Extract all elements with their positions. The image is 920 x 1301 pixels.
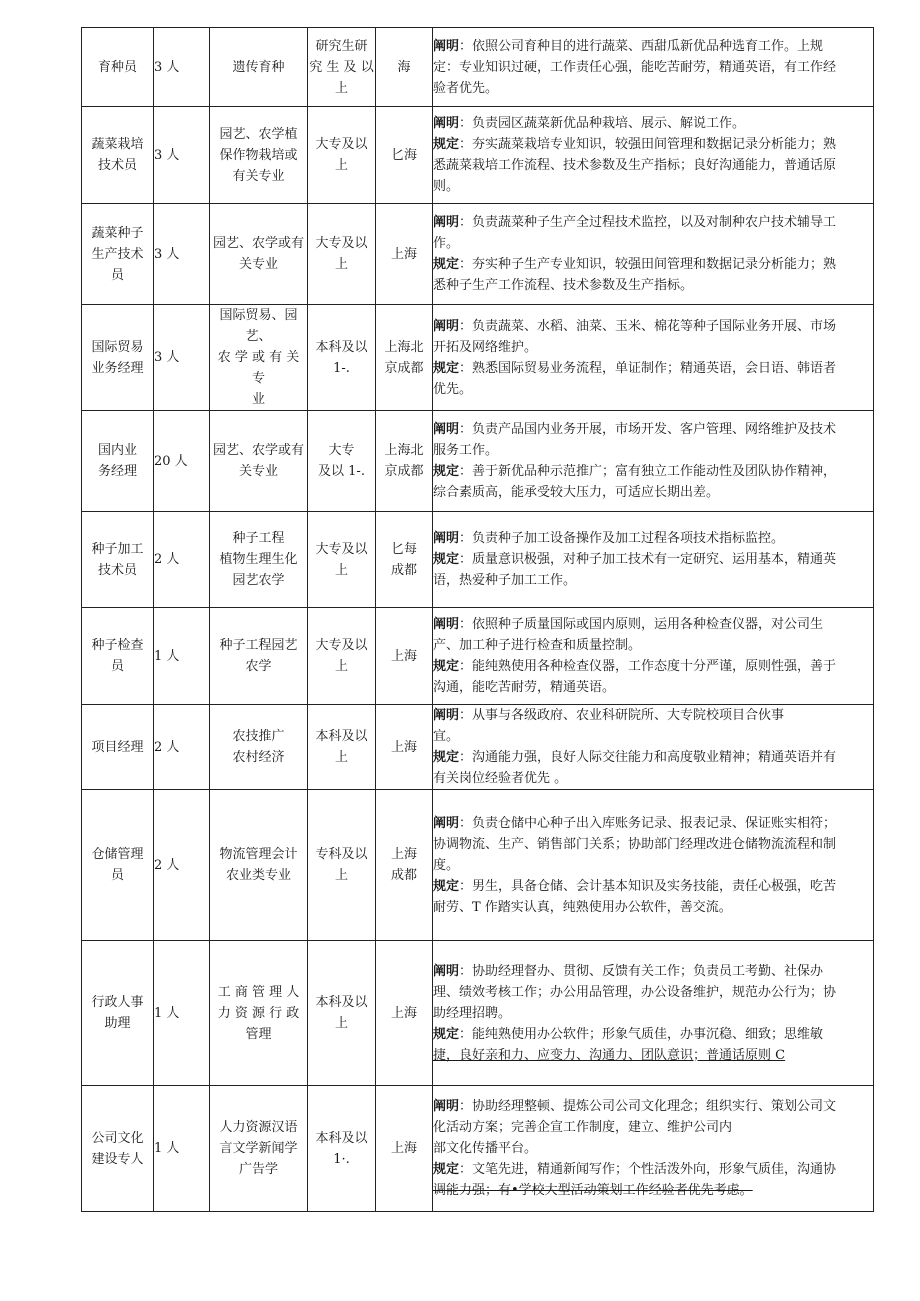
cell-line: 生产技术 xyxy=(91,246,144,262)
cell-line: 种子检查 xyxy=(91,638,144,653)
cell-line: 上 xyxy=(334,562,348,578)
cell-line: 务经理 xyxy=(97,464,137,479)
cell-line: 公司文化 xyxy=(91,1130,144,1146)
cell-line: 育种员 xyxy=(97,59,137,75)
location-cell xyxy=(376,512,433,608)
headcount-cell: 2 人 xyxy=(154,790,210,941)
cell-line: 究 生 及 以 xyxy=(309,59,374,75)
description-line: 部文化传播平台。 xyxy=(433,1141,538,1156)
cell-line: 上 xyxy=(334,1016,348,1031)
headcount-cell: 1 人 xyxy=(154,941,210,1086)
table-row xyxy=(82,608,874,705)
cell-line: 京成都 xyxy=(384,464,424,479)
cell-line: 工 商 管 理 人 xyxy=(217,984,300,1000)
cell-line: 大专及以 xyxy=(315,137,368,152)
cell-line: 上海 xyxy=(390,1005,417,1021)
cell-line: 海 xyxy=(397,59,411,75)
cell-line: 广告学 xyxy=(238,1162,278,1177)
description-line: 产、加工种子进行检查和质量控制。 xyxy=(433,638,642,653)
table-row xyxy=(82,28,874,107)
description-line: 优先。 xyxy=(433,381,473,397)
cell-line: 员 xyxy=(110,267,124,283)
education-cell xyxy=(308,512,376,608)
education-cell xyxy=(308,608,376,705)
major-cell xyxy=(210,305,308,411)
description-line: 规定：文笔先进，精通新闻写作；个性活泼外向，形象气质佳，沟通协 xyxy=(433,1162,837,1177)
description-line: 阐明：协助经理整顿、提炼公司公司文化理念；组织实行、策划公司文 xyxy=(433,1099,837,1114)
description-cell xyxy=(433,107,874,204)
cell-line: 保作物栽培或 xyxy=(219,147,298,163)
cell-line: 上 xyxy=(334,750,348,765)
description-line: 宜。 xyxy=(433,729,460,744)
position-cell xyxy=(82,204,154,305)
table-row xyxy=(82,1086,874,1212)
cell-line: 有关专业 xyxy=(232,168,285,184)
description-line: 悉种子生产工作流程、技术参数及生产指标。 xyxy=(433,278,694,293)
location-cell xyxy=(376,790,433,941)
cell-line: 及以 1-. xyxy=(318,464,365,479)
major-cell xyxy=(210,790,308,941)
description-line: 协调物流、生产、销售部门关系；协助部门经理改进仓储物流流程和制 xyxy=(433,836,837,852)
cell-line: 本科及以 xyxy=(315,339,368,355)
education-cell xyxy=(308,941,376,1086)
description-cell xyxy=(433,411,874,512)
table-row xyxy=(82,705,874,790)
description-line: 调能力强；有•学校大型活动策划工作经验者优先考虑。 xyxy=(433,1183,753,1198)
description-line: 定：专业知识过硬，工作责任心强，能吃苦耐劳，精通英语，有工作经 xyxy=(433,59,837,75)
education-cell xyxy=(308,28,376,107)
education-cell xyxy=(308,305,376,411)
description-cell xyxy=(433,608,874,705)
cell-line: 大专及以 xyxy=(315,541,368,557)
table-row xyxy=(82,941,874,1086)
cell-line: 上海 xyxy=(390,648,417,664)
cell-line: 上海北 xyxy=(384,339,424,355)
description-line: 规定：沟通能力强，良好人际交往能力和高度敬业精神；精通英语并有 xyxy=(433,750,837,765)
description-line: 理、绩效考核工作；办公用品管理，办公设备维护，规范办公行为；协 xyxy=(433,984,837,1000)
description-cell xyxy=(433,705,874,790)
description-cell xyxy=(433,941,874,1086)
description-line: 规定：善于新优品种示范推广；富有独立工作能动性及团队协作精神， xyxy=(433,464,837,479)
location-cell xyxy=(376,608,433,705)
cell-line: 物流管理会计 xyxy=(219,847,298,862)
table-row xyxy=(82,411,874,512)
major-cell xyxy=(210,512,308,608)
major-cell xyxy=(210,28,308,107)
table-row xyxy=(82,790,874,941)
description-line: 规定：男生，具备仓储、会计基本知识及实务技能，责任心极强，吃苦 xyxy=(433,878,837,894)
cell-line: 关专业 xyxy=(238,257,278,272)
description-line: 阐明：依照种子质量国际或国内原则，运用各种检查仪器，对公司生 xyxy=(433,617,824,632)
headcount-cell: 3 人 xyxy=(154,107,210,204)
cell-line: 大专及以 xyxy=(315,236,368,251)
table-body xyxy=(82,28,874,1212)
cell-line: 遗传育种 xyxy=(232,59,285,75)
major-cell xyxy=(210,705,308,790)
cell-line: 国际贸易 xyxy=(91,339,144,355)
cell-line: 蔬菜栽培 xyxy=(91,137,144,152)
cell-line: 专科及以 xyxy=(315,847,368,862)
description-line: 耐劳、T 作踏实认真，纯熟使用办公软件，善交流。 xyxy=(433,899,732,915)
cell-line: 上 xyxy=(334,659,348,674)
cell-line: 力 资 源 行 政 xyxy=(217,1005,300,1021)
description-line: 规定：能纯熟使用办公软件；形象气质佳，办事沉稳、细致；思维敏 xyxy=(433,1026,824,1042)
cell-line: 农业类专业 xyxy=(225,868,291,883)
cell-line: 技术员 xyxy=(97,562,137,578)
cell-line: 匕海 xyxy=(390,147,417,163)
cell-line: 上 xyxy=(334,868,348,883)
table-row xyxy=(82,204,874,305)
table-row xyxy=(82,512,874,608)
cell-line: 农 学 或 有 关 专 xyxy=(217,350,300,386)
cell-line: 技术员 xyxy=(97,158,137,173)
position-cell xyxy=(82,28,154,107)
position-cell xyxy=(82,790,154,941)
cell-line: 大专及以 xyxy=(315,638,368,653)
cell-line: 国际贸易、园艺、 xyxy=(219,308,298,344)
description-line: 阐明：负责种子加工设备操作及加工过程各项技术指标监控。 xyxy=(433,531,785,546)
cell-line: 上海北 xyxy=(384,443,424,458)
description-cell xyxy=(433,512,874,608)
cell-line: 业 xyxy=(251,392,265,407)
description-cell xyxy=(433,204,874,305)
description-line: 助经理招聘。 xyxy=(433,1005,512,1021)
headcount-cell: 2 人 xyxy=(154,512,210,608)
location-cell xyxy=(376,941,433,1086)
description-line: 阐明：协助经理督办、贯彻、反馈有关工作；负责员工考勤、社保办 xyxy=(433,963,824,979)
description-line: 规定：能纯熟使用各种检查仪器，工作态度十分严谨，原则性强，善于 xyxy=(433,659,837,674)
cell-line: 建设专人 xyxy=(91,1151,144,1167)
position-cell xyxy=(82,941,154,1086)
cell-line: 农技推广 xyxy=(232,729,285,744)
description-cell xyxy=(433,790,874,941)
cell-line: 园艺、农学或有 xyxy=(212,443,304,458)
cell-line: 农学 xyxy=(245,659,272,674)
cell-line: 行政人事 xyxy=(91,995,144,1010)
cell-line: 业务经理 xyxy=(91,360,144,376)
description-line: 开拓及网络维护。 xyxy=(433,339,538,355)
cell-line: 本科及以 xyxy=(315,995,368,1010)
location-cell xyxy=(376,1086,433,1212)
cell-line: 助理 xyxy=(104,1016,131,1031)
headcount-cell: 3 人 xyxy=(154,28,210,107)
description-line: 有关岗位经验者优先 。 xyxy=(433,771,568,786)
cell-line: 上 xyxy=(334,158,348,173)
education-cell xyxy=(308,1086,376,1212)
education-cell xyxy=(308,107,376,204)
cell-line: 匕每 xyxy=(390,541,417,557)
location-cell xyxy=(376,28,433,107)
cell-line: 本科及以 xyxy=(315,1130,368,1146)
cell-line: 种子工程 xyxy=(232,531,285,546)
description-line: 捷，良好亲和力、应变力、沟通力、团队意识；普通话原则 C xyxy=(433,1047,786,1063)
cell-line: 管理 xyxy=(245,1026,272,1042)
headcount-cell: 3 人 xyxy=(154,305,210,411)
description-line: 阐明：依照公司育种目的进行蔬菜、西甜瓜新优品种选育工作。上规 xyxy=(433,38,824,54)
position-cell xyxy=(82,411,154,512)
cell-line: 园艺、农学植 xyxy=(219,126,298,142)
description-line: 规定：夯实蔬菜栽培专业知识，较强田间管理和数据记录分析能力；熟 xyxy=(433,137,837,152)
description-line: 悉蔬菜栽培工作流程、技术参数及生产指标；良好沟通能力，普通话原 xyxy=(433,158,837,173)
cell-line: 本科及以 xyxy=(315,729,368,744)
description-cell xyxy=(433,28,874,107)
description-line: 阐明：负责仓储中心种子出入库账务记录、报表记录、保证账实相符； xyxy=(433,815,837,831)
cell-line: 上海 xyxy=(390,739,417,755)
major-cell xyxy=(210,608,308,705)
position-cell xyxy=(82,1086,154,1212)
position-cell xyxy=(82,608,154,705)
headcount-cell: 1 人 xyxy=(154,608,210,705)
table-row xyxy=(82,305,874,411)
location-cell xyxy=(376,107,433,204)
location-cell xyxy=(376,305,433,411)
description-line: 阐明：负责蔬菜、水稻、油菜、玉米、棉花等种子国际业务开展、市场 xyxy=(433,318,837,334)
description-line: 则。 xyxy=(433,179,460,194)
description-line: 阐明：从事与各级政府、农业科研院所、大专院校项目合伙事 xyxy=(433,708,785,723)
cell-line: 仓储管理 xyxy=(91,847,144,862)
cell-line: 园艺农学 xyxy=(232,573,285,588)
cell-line: 植物生理生化 xyxy=(219,552,298,567)
education-cell xyxy=(308,790,376,941)
description-line: 规定：熟悉国际贸易业务流程，单证制作；精通英语，会日语、韩语者 xyxy=(433,360,837,376)
cell-line: 上 xyxy=(334,257,348,272)
major-cell xyxy=(210,204,308,305)
cell-line: 关专业 xyxy=(238,464,278,479)
description-cell xyxy=(433,305,874,411)
major-cell xyxy=(210,107,308,204)
major-cell xyxy=(210,411,308,512)
cell-line: 项目经理 xyxy=(91,739,144,755)
description-line: 阐明：负责园区蔬菜新优品种栽培、展示、解说工作。 xyxy=(433,116,746,131)
description-line: 作。 xyxy=(433,236,460,251)
location-cell xyxy=(376,411,433,512)
headcount-cell: 20 人 xyxy=(154,411,210,512)
cell-line: 种子加工 xyxy=(91,541,144,557)
position-cell xyxy=(82,107,154,204)
location-cell xyxy=(376,705,433,790)
major-cell xyxy=(210,941,308,1086)
cell-line: 上海 xyxy=(390,1141,417,1156)
description-line: 规定：夯实种子生产专业知识，较强田间管理和数据记录分析能力；熟 xyxy=(433,257,837,272)
recruitment-table xyxy=(81,27,874,1212)
headcount-cell: 2 人 xyxy=(154,705,210,790)
cell-line: 人力资源汉语 xyxy=(219,1120,298,1135)
education-cell xyxy=(308,705,376,790)
position-cell xyxy=(82,512,154,608)
description-line: 度。 xyxy=(433,857,460,873)
table-row xyxy=(82,107,874,204)
education-cell xyxy=(308,204,376,305)
headcount-cell: 3 人 xyxy=(154,204,210,305)
cell-line: 大专 xyxy=(328,443,355,458)
description-line: 验者优先。 xyxy=(433,80,499,96)
cell-line: 员 xyxy=(110,659,124,674)
description-line: 综合素质高，能承受较大压力，可适应长期出差。 xyxy=(433,485,720,500)
cell-line: 上海 xyxy=(390,847,417,862)
headcount-cell: 1 人 xyxy=(154,1086,210,1212)
cell-line: 成都 xyxy=(390,562,417,578)
cell-line: 蔬菜种子 xyxy=(91,225,144,241)
cell-line: 国内业 xyxy=(97,443,137,458)
cell-line: 京成都 xyxy=(384,360,424,376)
description-line: 规定：质量意识极强，对种子加工技术有一定研究、运用基本，精通英 xyxy=(433,552,837,567)
description-line: 沟通，能吃苦耐劳，精通英语。 xyxy=(433,680,616,695)
description-line: 阐明：负责产品国内业务开展，市场开发、客户管理、网络维护及技术 xyxy=(433,422,837,437)
cell-line: 上 xyxy=(334,80,348,96)
location-cell xyxy=(376,204,433,305)
cell-line: 种子工程园艺 xyxy=(219,638,298,653)
description-line: 服务工作。 xyxy=(433,443,499,458)
cell-line: 园艺、农学或有 xyxy=(212,236,304,251)
description-line: 化活动方案；完善企宣工作制度，建立、维护公司内 xyxy=(433,1120,733,1135)
cell-line: 1·. xyxy=(333,1151,350,1167)
major-cell xyxy=(210,1086,308,1212)
cell-line: 上海 xyxy=(390,246,417,262)
cell-line: 言文学新闻学 xyxy=(219,1141,298,1156)
description-line: 阐明：负责蔬菜种子生产全过程技术监控，以及对制种农户技术辅导工 xyxy=(433,215,837,230)
description-line: 语，热爱种子加工工作。 xyxy=(433,573,577,588)
cell-line: 成都 xyxy=(390,868,417,883)
cell-line: 1-. xyxy=(333,360,350,376)
position-cell xyxy=(82,705,154,790)
cell-line: 研究生研 xyxy=(315,38,368,54)
description-cell xyxy=(433,1086,874,1212)
cell-line: 员 xyxy=(110,868,124,883)
education-cell xyxy=(308,411,376,512)
position-cell xyxy=(82,305,154,411)
cell-line: 农村经济 xyxy=(232,750,285,765)
